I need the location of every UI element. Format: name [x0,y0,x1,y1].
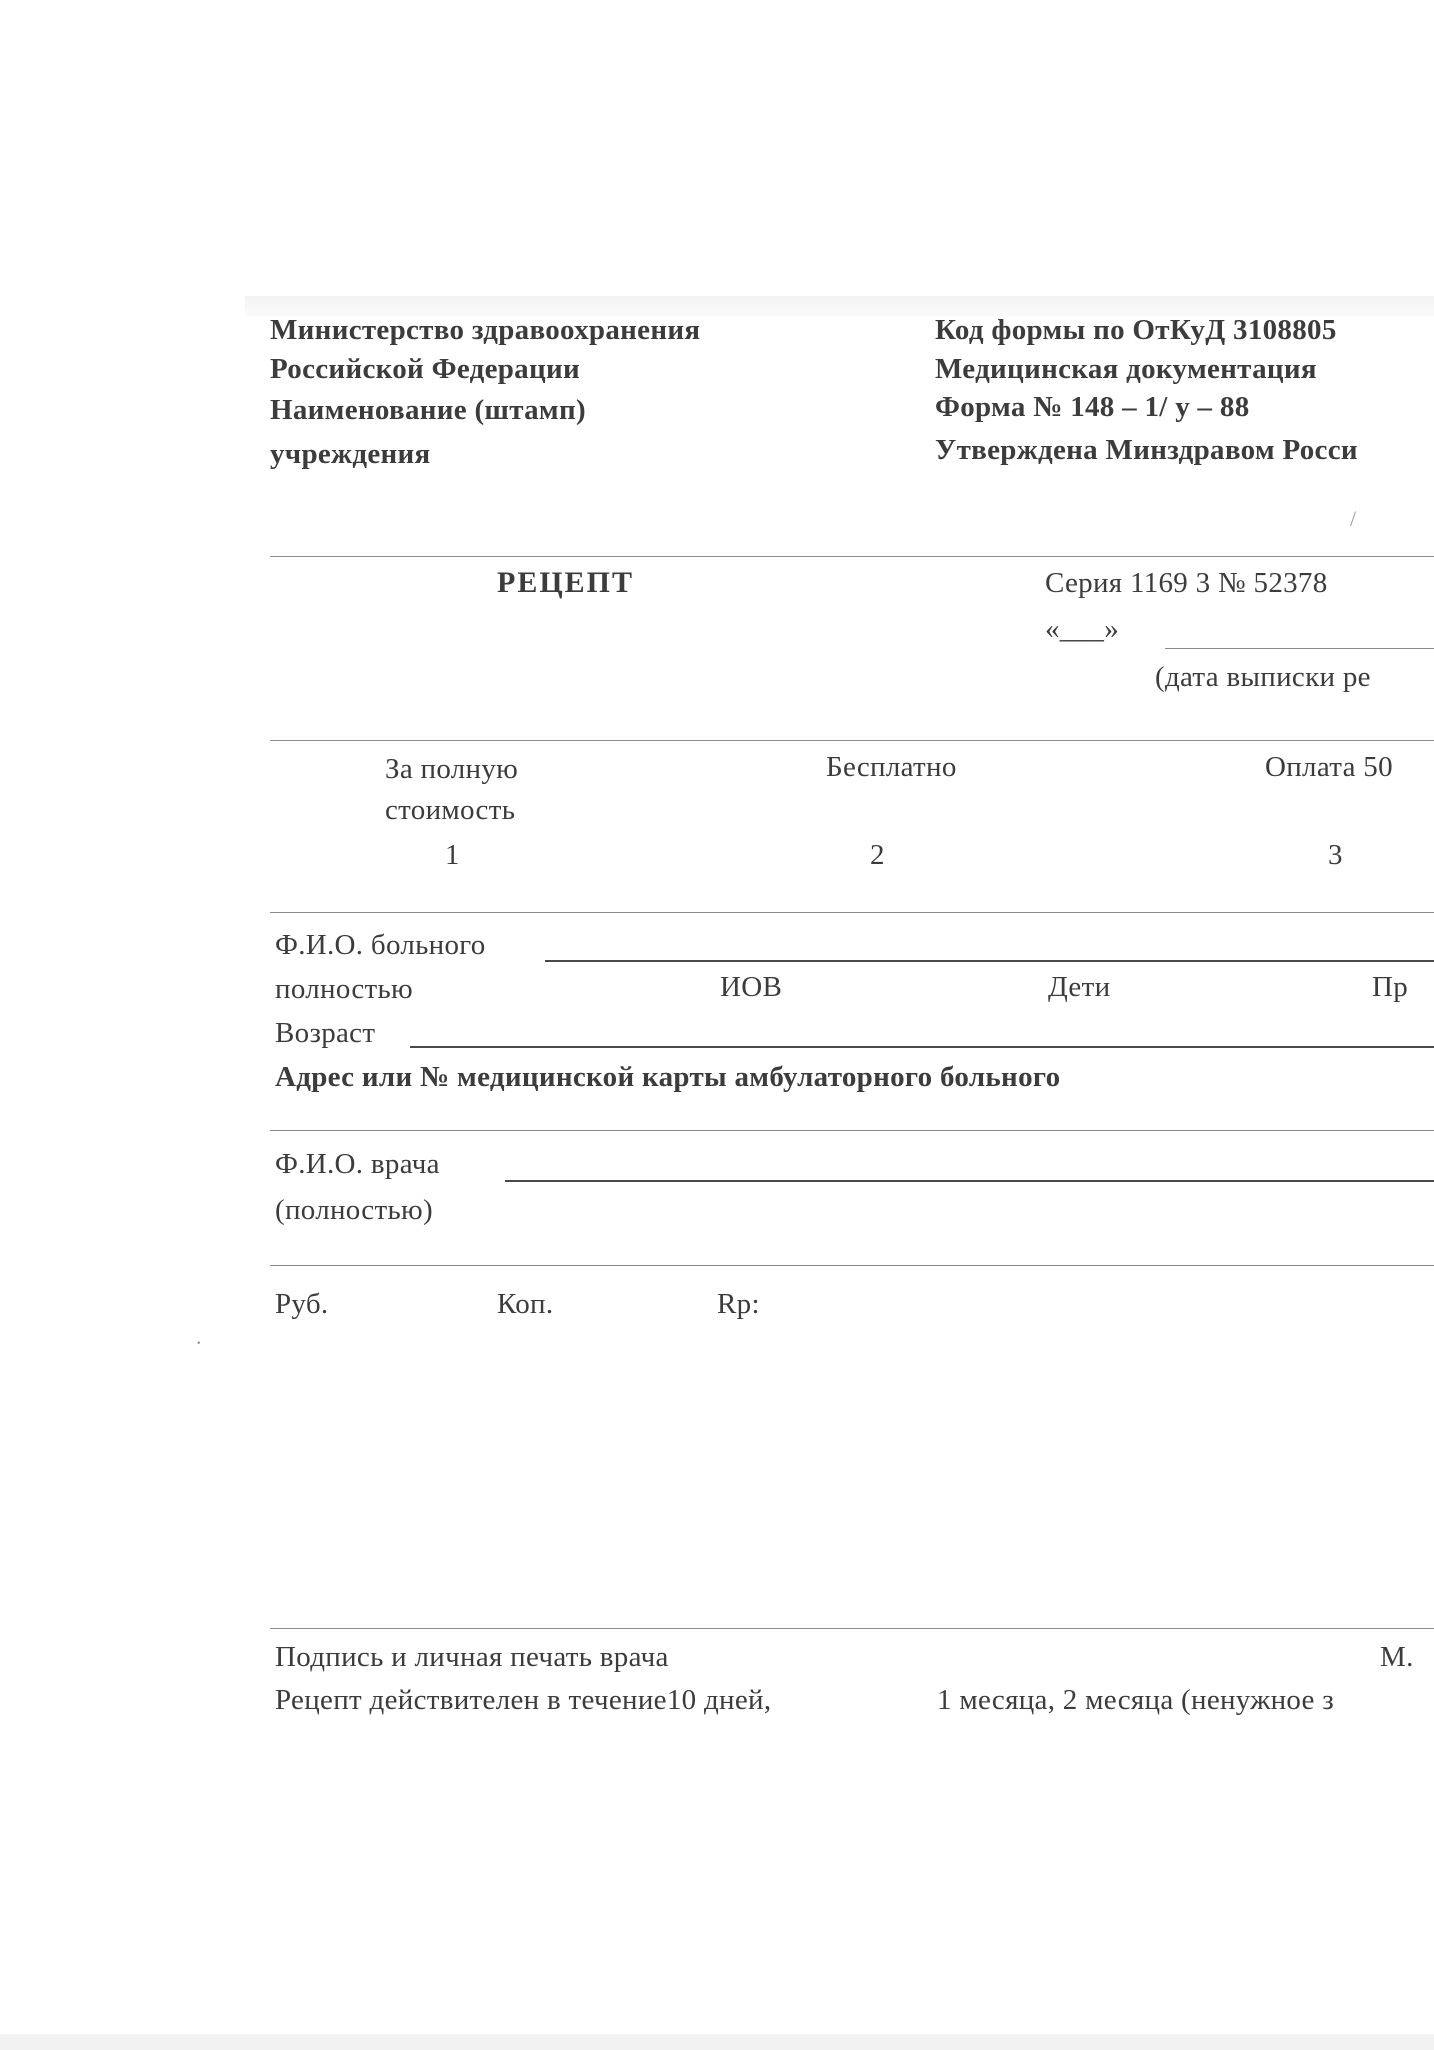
category-other: Пр [1372,971,1409,1003]
series-number: Серия 1169 3 № 52378 [1045,567,1328,599]
payment-full-label-1: За полную [385,753,519,785]
address-label: Адрес или № медицинской карты амбулаторного больного [275,1061,1061,1093]
divider-2 [270,740,1434,741]
doctor-name-label-2: (полностью) [275,1194,433,1226]
ministry-line-1: Министерство здравоохранения [270,314,701,346]
validity-text-a: Рецепт действителен в течение10 дней, [275,1684,772,1716]
doctor-name-label: Ф.И.О. врача [275,1148,440,1180]
payment-free-label: Бесплатно [826,751,957,783]
seal-label: М. [1380,1641,1414,1673]
divider-1 [270,556,1434,557]
patient-name-label: Ф.И.О. больного [275,929,486,961]
form-code: Код формы по ОтКуД 3108805 [935,314,1337,346]
payment-half-number: 3 [1328,839,1343,871]
scan-speck: · [195,1330,203,1355]
scan-mark: / [1350,506,1357,531]
page-title: РЕЦЕПТ [497,566,635,599]
payment-full-label-2: стоимость [385,794,516,826]
payment-free-number: 2 [870,839,885,871]
approved-by: Утверждена Минздравом Росси [935,434,1358,466]
date-field: «___» [1045,613,1119,645]
payment-full-number: 1 [445,839,460,871]
divider-3 [270,912,1434,913]
rub-label: Руб. [275,1288,329,1320]
med-documentation: Медицинская документация [935,353,1317,385]
patient-name-line [545,960,1434,962]
category-children: Дети [1048,971,1111,1003]
age-line [410,1046,1434,1048]
stamp-line-1: Наименование (штамп) [270,394,586,426]
validity-text-b: 1 месяца, 2 месяца (ненужное з [937,1684,1335,1716]
doctor-name-line [505,1180,1434,1182]
scan-bottom-band [0,2034,1434,2050]
patient-name-label-2: полностью [275,973,413,1005]
age-label: Возраст [275,1017,376,1049]
category-iov: ИОВ [720,971,783,1003]
ministry-line-2: Российской Федерации [270,353,581,385]
rp-label: Rp: [717,1288,760,1320]
stamp-line-2: учреждения [270,438,431,470]
date-underline [1165,648,1434,649]
signature-label: Подпись и личная печать врача [275,1641,669,1673]
form-number: Форма № 148 – 1/ у – 88 [935,391,1250,423]
payment-half-label: Оплата 50 [1265,751,1393,783]
divider-4 [270,1130,1434,1131]
divider-6 [270,1628,1434,1629]
date-caption: (дата выписки ре [1155,661,1371,693]
divider-5 [270,1265,1434,1266]
kop-label: Коп. [497,1288,554,1320]
